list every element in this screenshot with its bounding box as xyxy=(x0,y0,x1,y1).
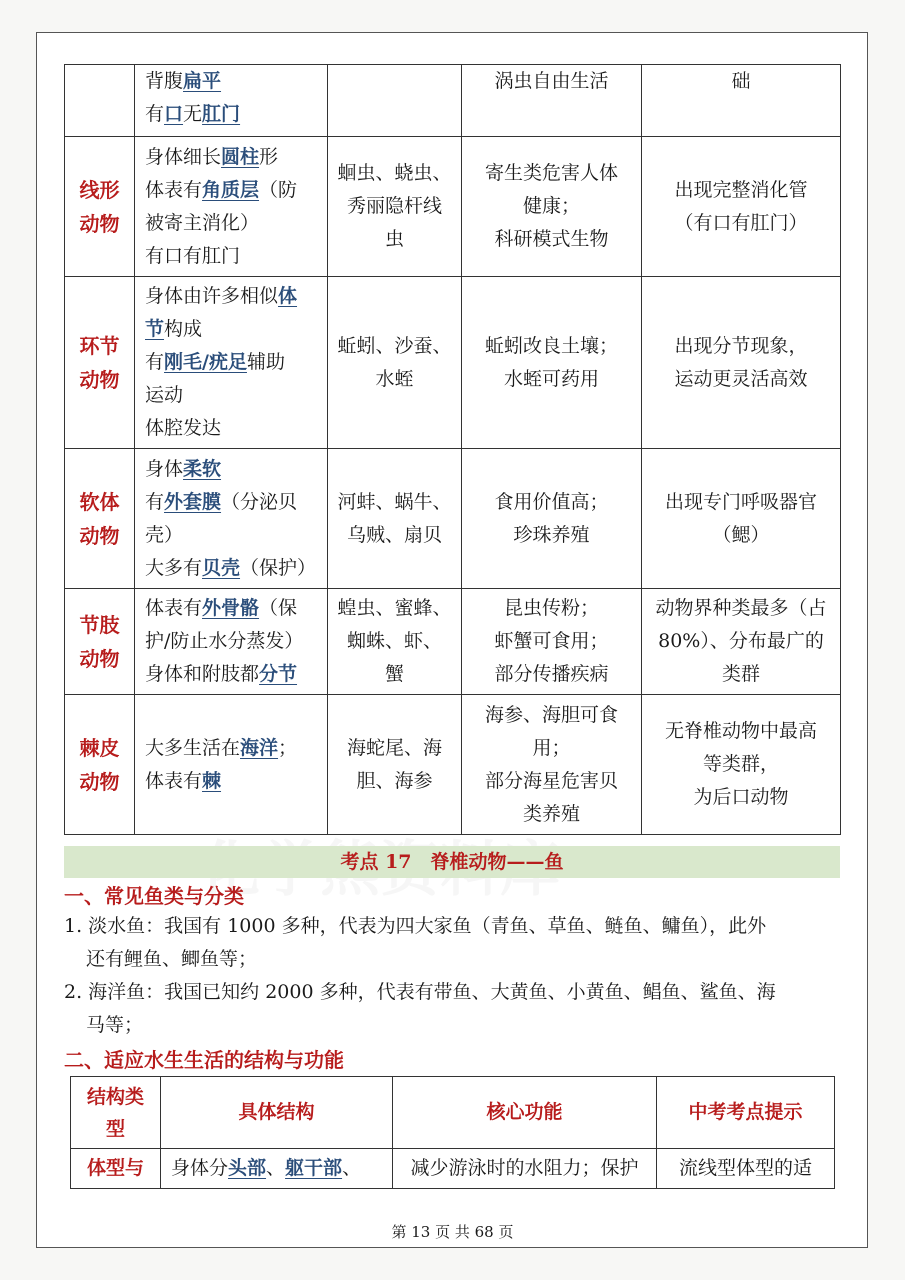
category-cell: 节肢 动物 xyxy=(65,589,135,695)
key-term: 扁平 xyxy=(183,70,222,92)
table-cell: 减少游泳时的水阻力；保护 xyxy=(393,1149,657,1189)
invertebrate-table xyxy=(64,64,841,835)
features-cell: 背腹扁平 有口无肛门 xyxy=(135,65,328,137)
key-term: 圆柱 xyxy=(221,145,260,168)
key-term: 口 xyxy=(164,103,184,125)
evolution-cell: 础 xyxy=(642,65,841,137)
key-term: 角质层 xyxy=(202,178,260,201)
relation-cell: 蚯蚓改良土壤； 水蛭可药用 xyxy=(462,277,642,449)
key-term: 柔软 xyxy=(183,457,222,480)
category-cell: 环节 动物 xyxy=(65,277,135,449)
section-heading-1: 一、常见鱼类与分类 xyxy=(64,884,244,908)
list-item-text: 马等； xyxy=(86,1014,144,1036)
list-item-marine-fish xyxy=(64,976,844,1042)
relation-cell: 涡虫自由生活 xyxy=(462,65,642,137)
relation-cell: 寄生类危害人体 健康； 科研模式生物 xyxy=(462,137,642,277)
table-cell: 身体分头部、躯干部、 xyxy=(161,1149,393,1189)
relation-cell: 海参、海胆可食 用； 部分海星危害贝 类养殖 xyxy=(462,695,642,835)
evolution-cell: 出现分节现象， 运动更灵活高效 xyxy=(642,277,841,449)
features-cell: 体表有外骨骼（保 护/防止水分蒸发） 身体和附肢都分节 xyxy=(135,589,328,695)
key-term: 头部 xyxy=(228,1157,267,1179)
features-cell: 大多生活在海洋； 体表有棘 xyxy=(135,695,328,835)
table-cell: 体型与 xyxy=(71,1149,161,1189)
key-term: 贝壳 xyxy=(202,556,241,579)
category-cell: 棘皮 动物 xyxy=(65,695,135,835)
header-cell: 结构类 型 xyxy=(71,1077,161,1149)
evolution-cell: 动物界种类最多（占 80%）、分布最广的 类群 xyxy=(642,589,841,695)
header-cell: 中考考点提示 xyxy=(657,1077,835,1149)
key-term: 外套膜 xyxy=(164,490,222,513)
features-cell: 身体细长圆柱形 体表有角质层（防 被寄主消化） 有口有肛门 xyxy=(135,137,328,277)
relation-cell: 昆虫传粉； 虾蟹可食用； 部分传播疾病 xyxy=(462,589,642,695)
key-term: 刚毛/疣足 xyxy=(164,351,247,373)
evolution-cell: 出现专门呼吸器官 （鳃） xyxy=(642,449,841,589)
page-footer: 第 13 页 共 68 页 xyxy=(391,1223,514,1241)
representatives-cell: 海蛇尾、海 胆、海参 xyxy=(328,695,462,835)
key-term: 躯干部 xyxy=(285,1157,343,1179)
evolution-cell: 出现完整消化管 （有口有肛门） xyxy=(642,137,841,277)
fish-structure-table xyxy=(70,1076,835,1189)
evolution-cell: 无脊椎动物中最高 等类群， 为后口动物 xyxy=(642,695,841,835)
table-row xyxy=(65,695,841,835)
key-term: 分节 xyxy=(259,663,298,685)
table-row xyxy=(65,65,841,137)
key-term: 肛门 xyxy=(202,103,241,125)
list-item-text: 1. 淡水鱼：我国有 1000 多种，代表为四大家鱼（青鱼、草鱼、鲢鱼、鳙鱼），此外 xyxy=(64,915,767,937)
table-row xyxy=(65,449,841,589)
list-item-freshwater-fish xyxy=(64,910,844,976)
header-cell: 具体结构 xyxy=(161,1077,393,1149)
representatives-cell xyxy=(328,65,462,137)
section-heading-2: 二、适应水生生活的结构与功能 xyxy=(64,1048,344,1072)
topic-banner: 考点 17 脊椎动物——鱼 xyxy=(64,846,840,878)
representatives-cell: 蝗虫、蜜蜂、 蜘蛛、虾、 蟹 xyxy=(328,589,462,695)
list-item-text: 2. 海洋鱼：我国已知约 2000 多种，代表有带鱼、大黄鱼、小黄鱼、鲳鱼、鲨鱼、海 xyxy=(64,981,776,1003)
key-term: 体 节 xyxy=(145,285,298,340)
representatives-cell: 河蚌、蜗牛、 乌贼、扇贝 xyxy=(328,449,462,589)
key-term: 海洋 xyxy=(240,736,279,759)
category-cell: 线形 动物 xyxy=(65,137,135,277)
header-cell: 核心功能 xyxy=(393,1077,657,1149)
category-cell xyxy=(65,65,135,137)
features-cell: 身体由许多相似体 节构成 有刚毛/疣足辅助 运动 体腔发达 xyxy=(135,277,328,449)
list-item-text: 还有鲤鱼、鲫鱼等； xyxy=(86,948,258,970)
table-row xyxy=(65,137,841,277)
relation-cell: 食用价值高； 珍珠养殖 xyxy=(462,449,642,589)
table-row xyxy=(65,589,841,695)
features-cell: 身体柔软 有外套膜（分泌贝 壳） 大多有贝壳（保护） xyxy=(135,449,328,589)
table-row xyxy=(65,277,841,449)
key-term: 棘 xyxy=(202,769,222,792)
key-term: 外骨骼 xyxy=(202,597,260,619)
category-cell: 软体 动物 xyxy=(65,449,135,589)
table-cell: 流线型体型的适 xyxy=(657,1149,835,1189)
representatives-cell: 蚯蚓、沙蚕、 水蛭 xyxy=(328,277,462,449)
representatives-cell: 蛔虫、蛲虫、 秀丽隐杆线 虫 xyxy=(328,137,462,277)
